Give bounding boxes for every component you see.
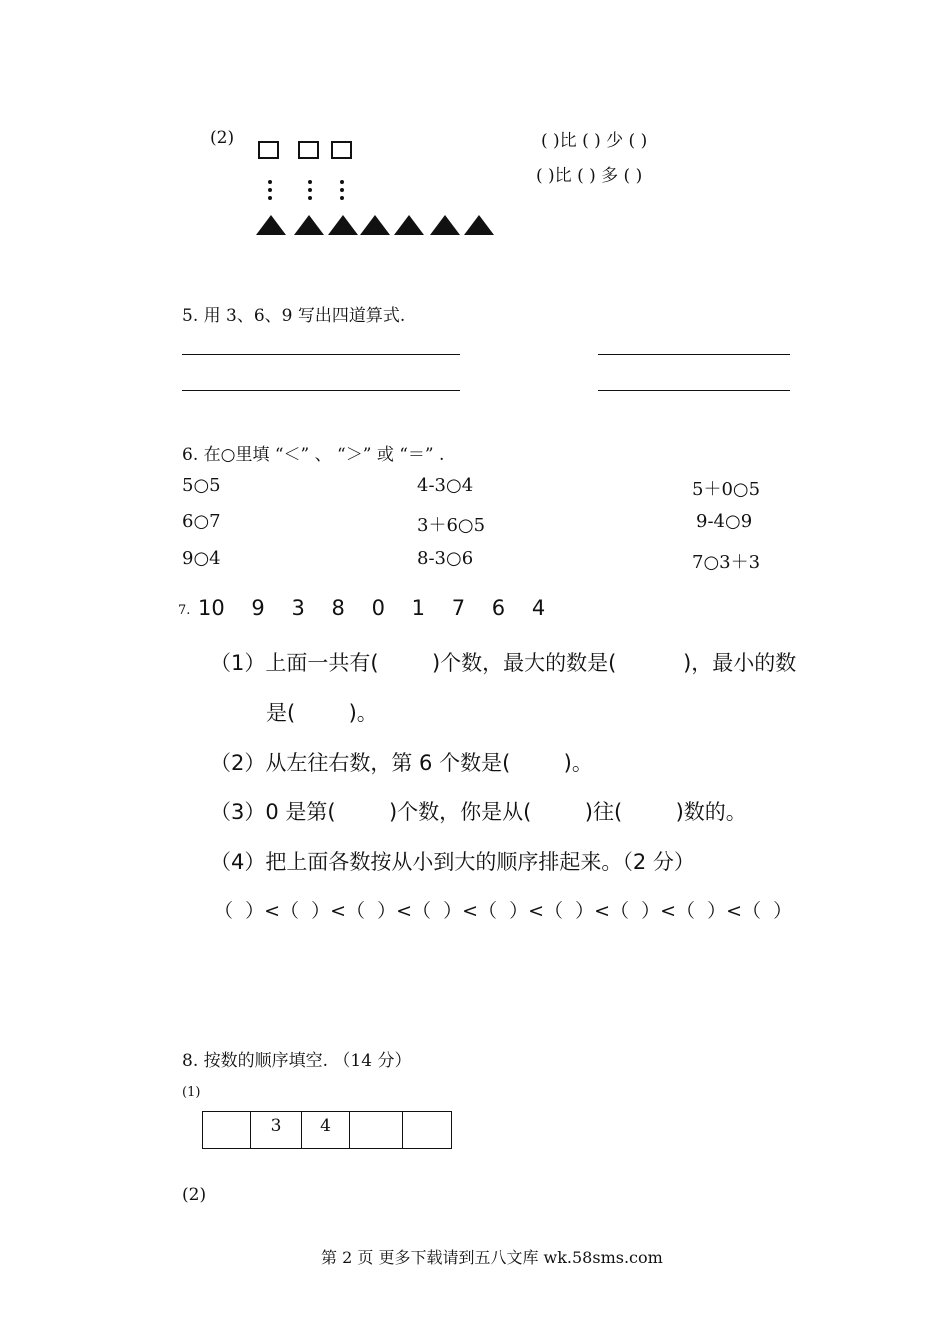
dotted-connector <box>340 180 344 204</box>
q8-sub1-label: (1) <box>182 1085 201 1100</box>
q8-sub2-label: (2) <box>182 1185 207 1205</box>
square-shape <box>298 141 319 159</box>
answer-line[interactable] <box>182 390 460 391</box>
q8-title: 8. 按数的顺序填空. （14 分） <box>182 1051 412 1071</box>
sequence-cell[interactable] <box>403 1112 452 1149</box>
q5-title: 5. 用 3、6、9 写出四道算式. <box>182 306 406 326</box>
triangle-shape <box>360 215 390 235</box>
number-sequence-table <box>202 1111 452 1149</box>
triangle-shape <box>328 215 358 235</box>
q7-number: 7. <box>178 603 191 618</box>
compare-item[interactable]: 9-4○9 <box>696 511 753 532</box>
compare-item[interactable]: 9○4 <box>182 548 221 569</box>
sequence-cell[interactable] <box>350 1112 403 1149</box>
compare-item[interactable]: 5○5 <box>182 475 221 496</box>
answer-line[interactable] <box>182 354 460 355</box>
sequence-cell[interactable] <box>203 1112 251 1149</box>
compare-more-line: ( )比 ( ) 多 ( ) <box>536 166 643 186</box>
triangle-shape <box>464 215 494 235</box>
dotted-connector <box>268 180 272 204</box>
q4-part2-label: (2) <box>210 128 235 148</box>
answer-line[interactable] <box>598 390 790 391</box>
triangle-shape <box>430 215 460 235</box>
q7-sub4: （4）把上面各数按从小到大的顺序排起来。（2 分） <box>210 850 695 874</box>
page-footer: 第 2 页 更多下载请到五八文库 wk.58sms.com <box>321 1248 663 1267</box>
dotted-connector <box>308 180 312 204</box>
q7-number-sequence: 10 9 3 8 0 1 7 6 4 <box>198 596 546 620</box>
sequence-cell: 3 <box>251 1112 302 1149</box>
square-shape <box>258 141 279 159</box>
q7-sub1-line2: 是( )。 <box>266 701 378 725</box>
compare-item[interactable]: 4-3○4 <box>417 475 474 496</box>
compare-item[interactable]: 8-3○6 <box>417 548 474 569</box>
q7-order-blanks[interactable]: （ ）<（ ）<（ ）<（ ）<（ ）<（ ）<（ ）<（ ）<（ ） <box>214 900 793 922</box>
sequence-cell: 4 <box>302 1112 350 1149</box>
compare-item[interactable]: 7○3＋3 <box>692 552 761 573</box>
triangle-shape <box>256 215 286 235</box>
triangle-shape <box>394 215 424 235</box>
compare-item[interactable]: 6○7 <box>182 511 221 532</box>
answer-line[interactable] <box>598 354 790 355</box>
q6-title: 6. 在○里填 “＜” 、 “＞” 或 “＝” . <box>182 445 445 465</box>
q7-sub2: （2）从左往右数，第 6 个数是( )。 <box>210 751 593 775</box>
q7-sub1-line1: （1）上面一共有( )个数，最大的数是( )，最小的数 <box>210 651 797 675</box>
triangle-shape <box>294 215 324 235</box>
compare-item[interactable]: 5＋0○5 <box>692 479 761 500</box>
q7-sub3: （3）0 是第( )个数，你是从( )往( )数的。 <box>210 800 747 824</box>
compare-item[interactable]: 3＋6○5 <box>417 515 486 536</box>
compare-less-line: ( )比 ( ) 少 ( ) <box>541 131 648 151</box>
square-shape <box>331 141 352 159</box>
